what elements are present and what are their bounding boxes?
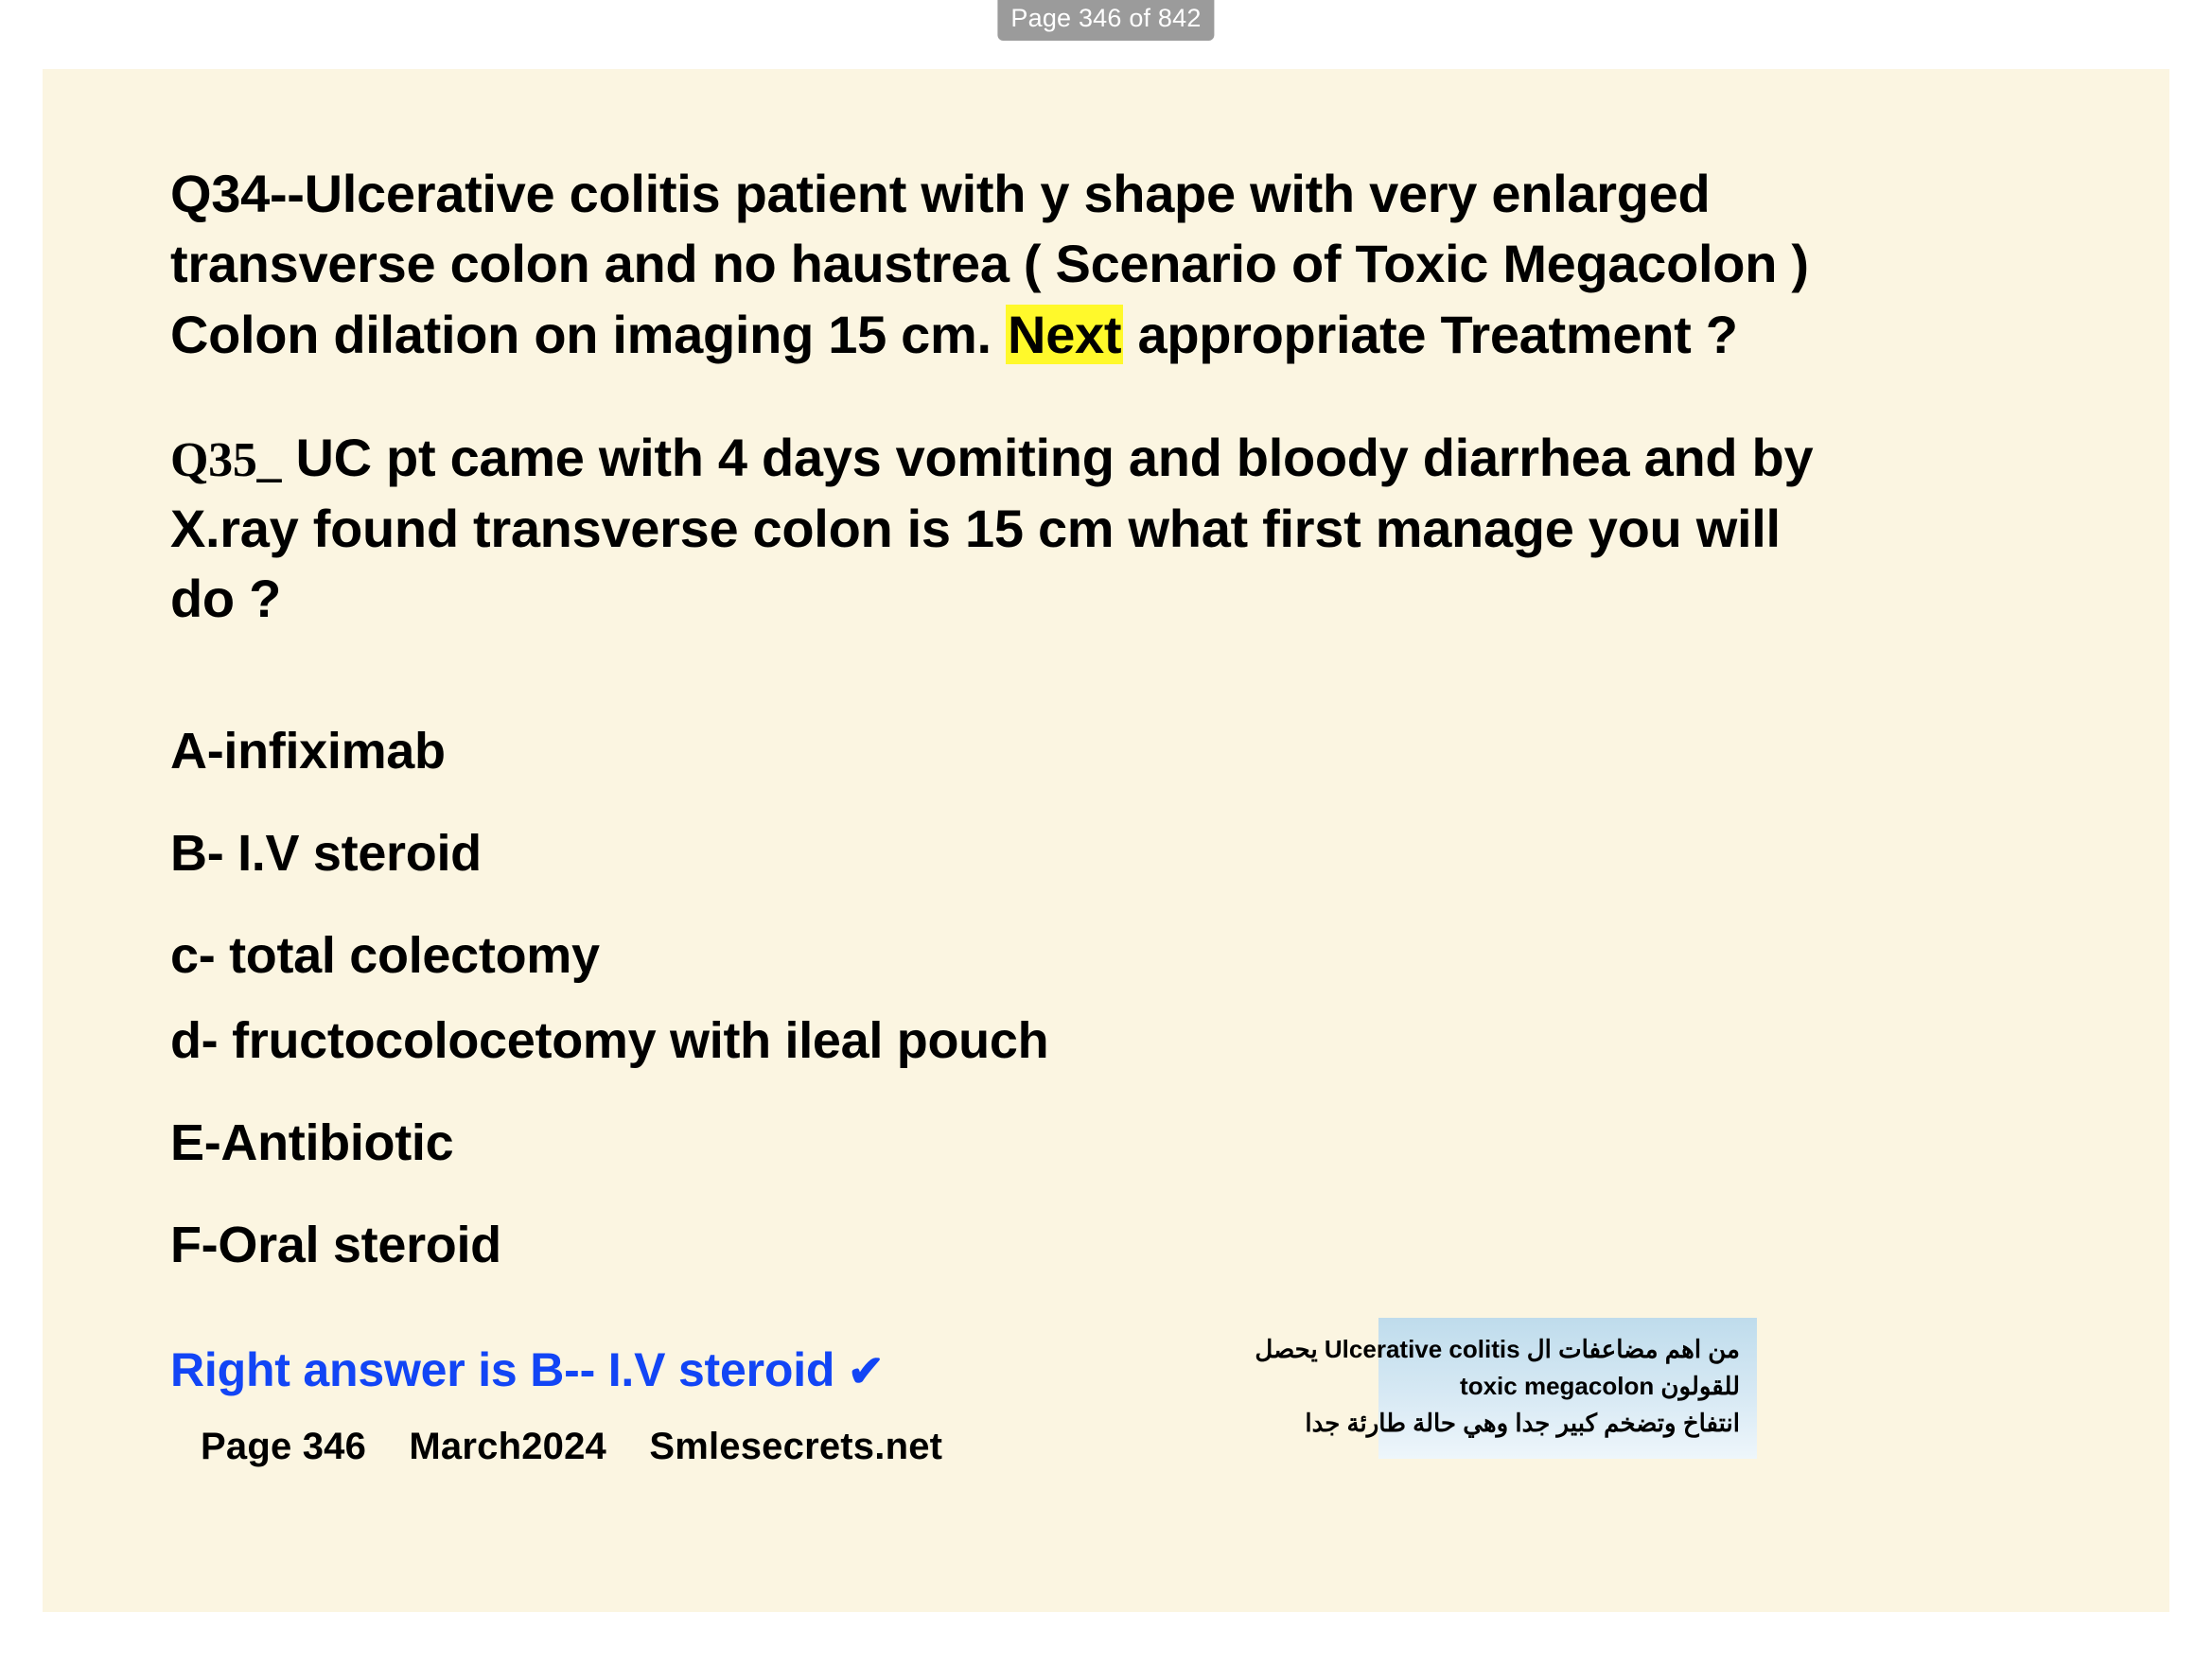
slide-canvas [43,69,2169,1612]
footer-site: Smlesecrets.net [649,1425,943,1467]
note-line-1: من اهم مضاعفات ال Ulcerative colitis يحصل [1255,1335,1740,1363]
option-a[interactable]: A-infiximab [170,722,446,780]
check-icon: ✔ [847,1345,885,1395]
option-b[interactable]: B- I.V steroid [170,824,482,882]
option-c[interactable]: c- total colectomy [170,926,600,984]
slide-content [170,159,2063,1468]
slide-footer [201,1426,2063,1468]
correct-answer [170,1342,2063,1397]
q35-line-1 [170,423,2063,493]
q35-line-1-text: UC pt came with 4 days vomiting and bloody diarrhea and by [281,428,1814,488]
note-line-2: للقولون toxic megacolon [1460,1372,1740,1400]
question-34 [170,159,2063,370]
arabic-note-box [1255,1318,1757,1459]
option-d[interactable]: d- fructocolocetomy with ileal pouch [170,1011,1049,1069]
q34-line-3-before: Colon dilation on imaging 15 cm. [170,304,1007,364]
q34-line-3 [170,300,2063,370]
paragraph-spacer [170,370,2063,423]
q35-line-3: do ? [170,569,281,629]
option-e[interactable]: E-Antibiotic [170,1113,454,1171]
question-35 [170,423,2063,634]
q34-line-1: Q34--Ulcerative colitis patient with y shape with very enlarged [170,164,1711,223]
q34-line-2: transverse colon and no haustrea ( Scenario of Toxic Megacolon ) [170,234,1809,294]
q34-line-3-after: appropriate Treatment ? [1123,304,1738,364]
q35-label: Q35_ [170,433,282,488]
highlighted-word: Next [1008,304,1122,364]
q35-line-2: X.ray found transverse colon is 15 cm what first manage you will [170,498,1781,558]
footer-page: Page 346 [201,1425,367,1467]
footer-date: March2024 [409,1425,606,1467]
note-line-3: انتفاخ وتضخم كبير جدا وهي حالة طارئة جدا [1305,1409,1740,1437]
correct-answer-text: Right answer is B-- I.V steroid [170,1342,835,1396]
page-indicator: Page 346 of 842 [997,0,1214,41]
answer-options [170,722,2063,1274]
option-f[interactable]: F-Oral steroid [170,1216,501,1273]
